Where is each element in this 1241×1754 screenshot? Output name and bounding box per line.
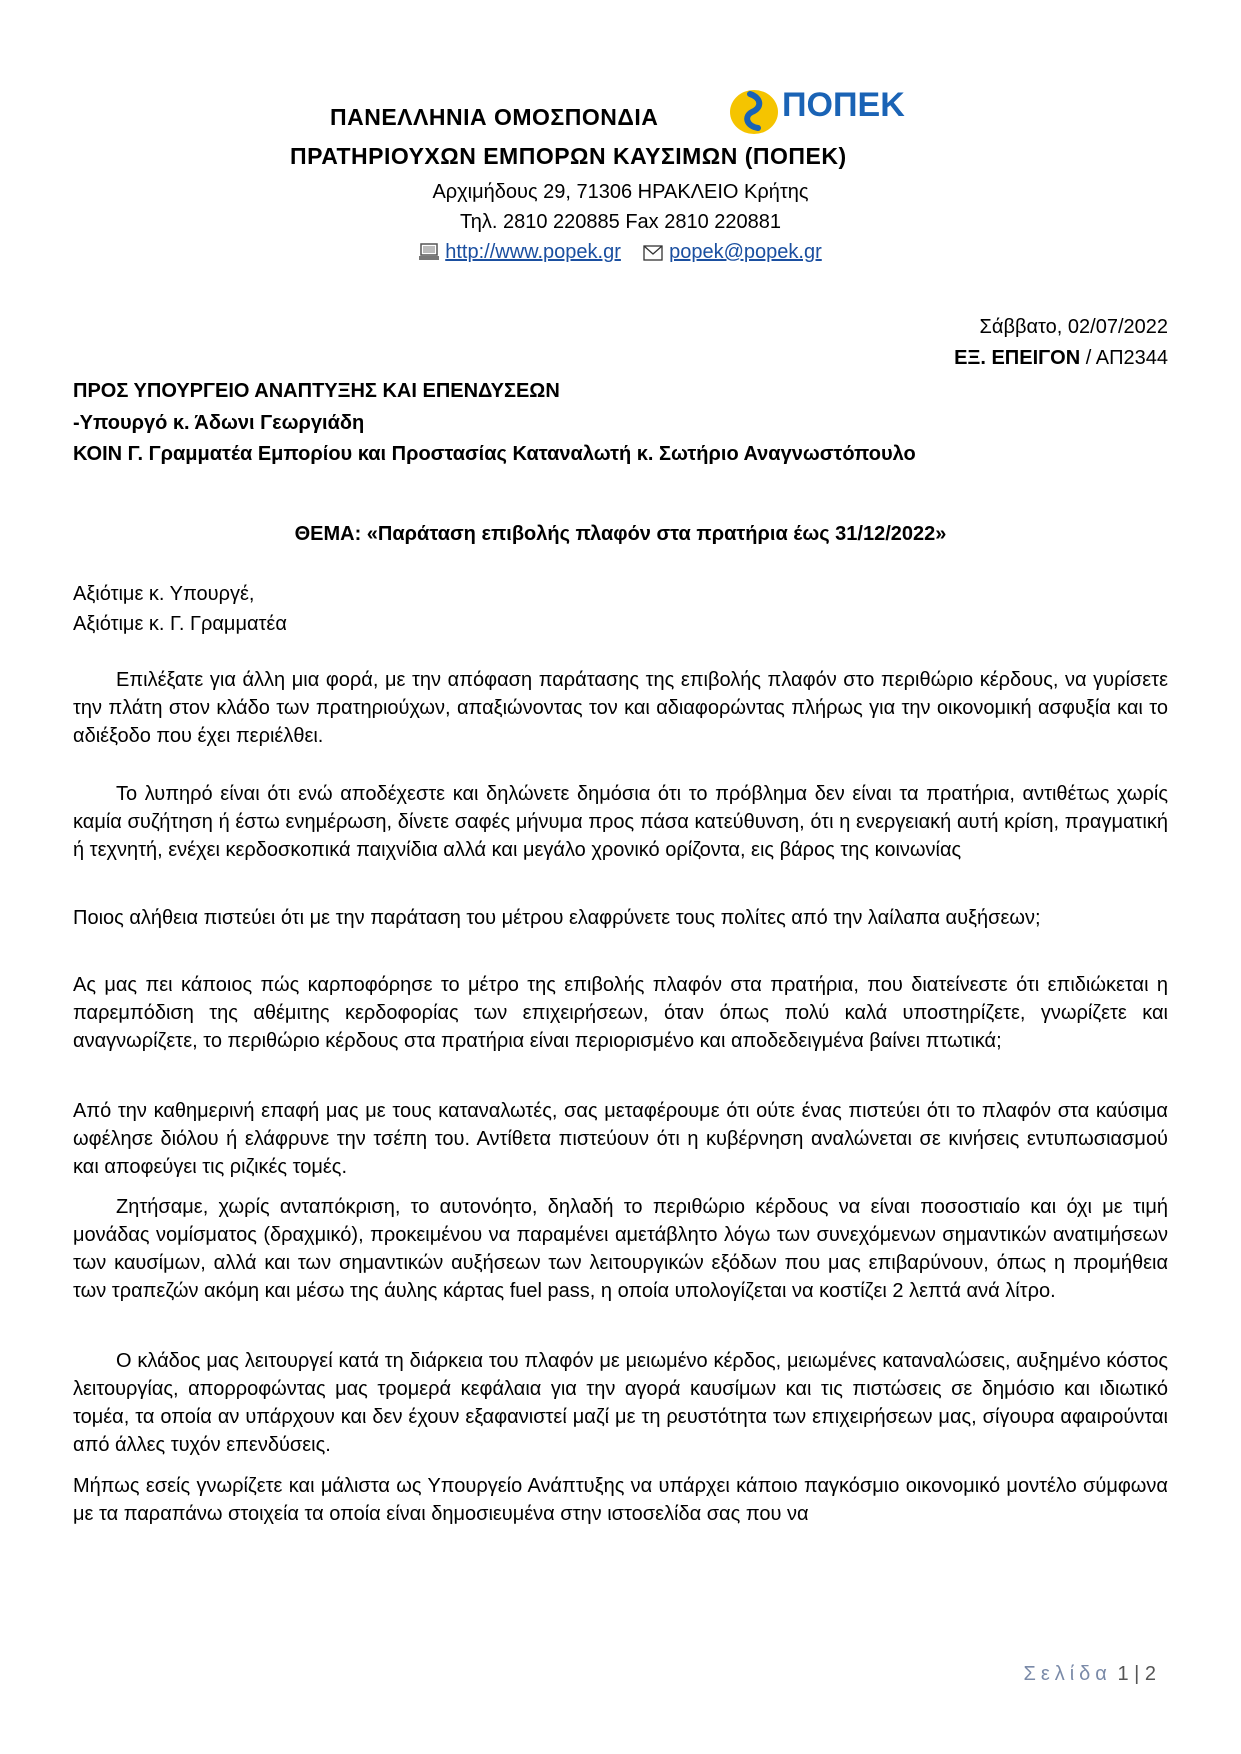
svg-text:ΠΟΠΕΚ: ΠΟΠΕΚ — [782, 86, 905, 124]
page-footer — [1023, 1663, 1156, 1686]
greeting-secretary: Αξιότιμε κ. Γ. Γραμματέα — [73, 613, 287, 635]
recipient-ministry: ΠΡΟΣ ΥΠΟΥΡΓΕΙΟ ΑΝΑΠΤΥΞΗΣ ΚΑΙ ΕΠΕΝΔΥΣΕΩΝ — [73, 380, 560, 402]
body-paragraph-2: Το λυπηρό είναι ότι ενώ αποδέχεστε και δηλώνετε δημόσια ότι το πρόβλημα δεν είναι τα πρατήρια, αντιθέτως χωρίς καμία συζήτηση ή έστω ενημέρωση, δίνετε σαφές μήνυμα προς πάσα κατεύθυνση, ότι η ενεργειακή αυτή κρίση, πραγματική ή τεχνητή, ενέχει κερδοσκοπικά παιχνίδια αλλά και μεγάλο χρονικό ορίζοντα, εις βάρος της κοινωνίας — [73, 783, 1168, 861]
website-link[interactable]: http://www.popek.gr — [445, 241, 621, 263]
contact-links — [0, 241, 1241, 264]
body-paragraph-6: Ζητήσαμε, χωρίς ανταπόκριση, το αυτονόητο, δηλαδή το περιθώριο κέρδους να είναι ποσοστιαίο και όχι με τιμή μονάδας νομίσματος (δραχμικό), προκειμένου να παραμένει αμετάβλητο λόγω των συνεχόμενων σημαντικών ανατιμήσεων των καυσίμων, αλλά και των σημαντικών αυξήσεων των λειτουργικών εξόδων που μας επιβαρύνουν, όπως η προμήθεια των τραπεζών ακόμη και μέσω της άυλης κάρτας fuel pass, η οποία υπολογίζεται να κοστίζει 2 λεπτά ανά λίτρο. — [73, 1196, 1168, 1302]
popek-logo — [728, 80, 914, 136]
envelope-icon — [643, 245, 663, 261]
greeting-minister: Αξιότιμε κ. Υπουργέ, — [73, 583, 255, 605]
protocol-line — [954, 347, 1168, 370]
email-link[interactable]: popek@popek.gr — [669, 241, 822, 263]
org-name-line2: ΠΡΑΤΗΡΙΟΥΧΩΝ ΕΜΠΟΡΩΝ ΚΑΥΣΙΜΩΝ (ΠΟΠΕΚ) — [290, 143, 847, 169]
recipient-minister: -Υπουργό κ. Άδωνι Γεωργιάδη — [73, 412, 365, 434]
body-paragraph-3: Ποιος αλήθεια πιστεύει ότι με την παράταση του μέτρου ελαφρύνετε τους πολίτες από την λαίλαπα αυξήσεων; — [73, 907, 1041, 929]
page-number: 1 | 2 — [1117, 1663, 1156, 1685]
org-name-line1: ΠΑΝΕΛΛΗΝΙΑ ΟΜΟΣΠΟΝΔΙΑ — [330, 104, 659, 130]
body-paragraph-1: Επιλέξατε για άλλη μια φορά, με την απόφαση παράτασης της επιβολής πλαφόν στο περιθώριο κέρδους, να γυρίσετε την πλάτη στον κλάδο των πρατηριούχων, απαξιώνοντας τον και αδιαφορώντας πλήρως για την οικονομική ασφυξία και το αδιέξοδο που έχει περιέλθει. — [73, 669, 1168, 747]
protocol-number: / ΑΠ2344 — [1080, 347, 1168, 369]
address-line: Αρχιμήδους 29, 71306 ΗΡΑΚΛΕΙΟ Κρήτης — [432, 181, 809, 203]
body-paragraph-5: Από την καθημερινή επαφή μας με τους καταναλωτές, σας μεταφέρουμε ότι ούτε ένας πιστεύει ότι το πλαφόν στα καύσιμα ωφέλησε διόλου ή ελάφρυνε την τσέπη του. Αντίθετα πιστεύουν ότι η κυβέρνηση αναλώνεται σε κινήσεις εντυπωσιασμού και αποφεύγει τις ριζικές τομές. — [73, 1100, 1168, 1178]
page-label: Σελίδα — [1023, 1663, 1112, 1685]
phone-fax-line: Τηλ. 2810 220885 Fax 2810 220881 — [459, 211, 781, 233]
body-paragraph-8: Μήπως εσείς γνωρίζετε και μάλιστα ως Υπουργείο Ανάπτυξης να υπάρχει κάποιο παγκόσμιο οικονομικό μοντέλο σύμφωνα με τα παραπάνω στοιχεία τα οποία είναι δημοσιευμένα στην ιστοσελίδα σας που να — [73, 1475, 1168, 1525]
computer-icon — [419, 243, 439, 261]
recipient-cc: ΚΟΙΝ Γ. Γραμματέα Εμπορίου και Προστασίας Καταναλωτή κ. Σωτήριο Αναγνωστόπουλο — [73, 443, 916, 465]
letter-subject: ΘΕΜΑ: «Παράταση επιβολής πλαφόν στα πρατήρια έως 31/12/2022» — [294, 523, 947, 545]
urgent-label: ΕΞ. ΕΠΕΙΓΟΝ — [954, 347, 1081, 369]
letter-date: Σάββατο, 02/07/2022 — [979, 316, 1168, 338]
body-paragraph-4: Ας μας πει κάποιος πώς καρποφόρησε το μέτρο της επιβολής πλαφόν στα πρατήρια, που διατείνεστε ότι επιδιώκεται η παρεμπόδιση της αθέμιτης κερδοφορίας των επιχειρήσεων, όταν όπως πολύ καλά υποστηρίζετε, γνωρίζετε και αναγνωρίζετε, το περιθώριο κέρδους στα πρατήρια είναι περιορισμένο και αποδεδειγμένα βαίνει πτωτικά; — [73, 974, 1168, 1052]
body-paragraph-7: Ο κλάδος μας λειτουργεί κατά τη διάρκεια του πλαφόν με μειωμένο κέρδος, μειωμένες καταναλώσεις, αυξημένο κόστος λειτουργίας, απορροφώντας μας τρομερά κεφάλαια για την αγορά καυσίμων και τις πιστώσεις σε δημόσιο και ιδιωτικό τομέα, τα οποία αν υπάρχουν και δεν έχουν εξαφανιστεί μαζί με τη ρευστότητα των επιχειρήσεων μας, σίγουρα αφαιρούνται από άλλες τυχόν επενδύσεις. — [73, 1350, 1168, 1456]
